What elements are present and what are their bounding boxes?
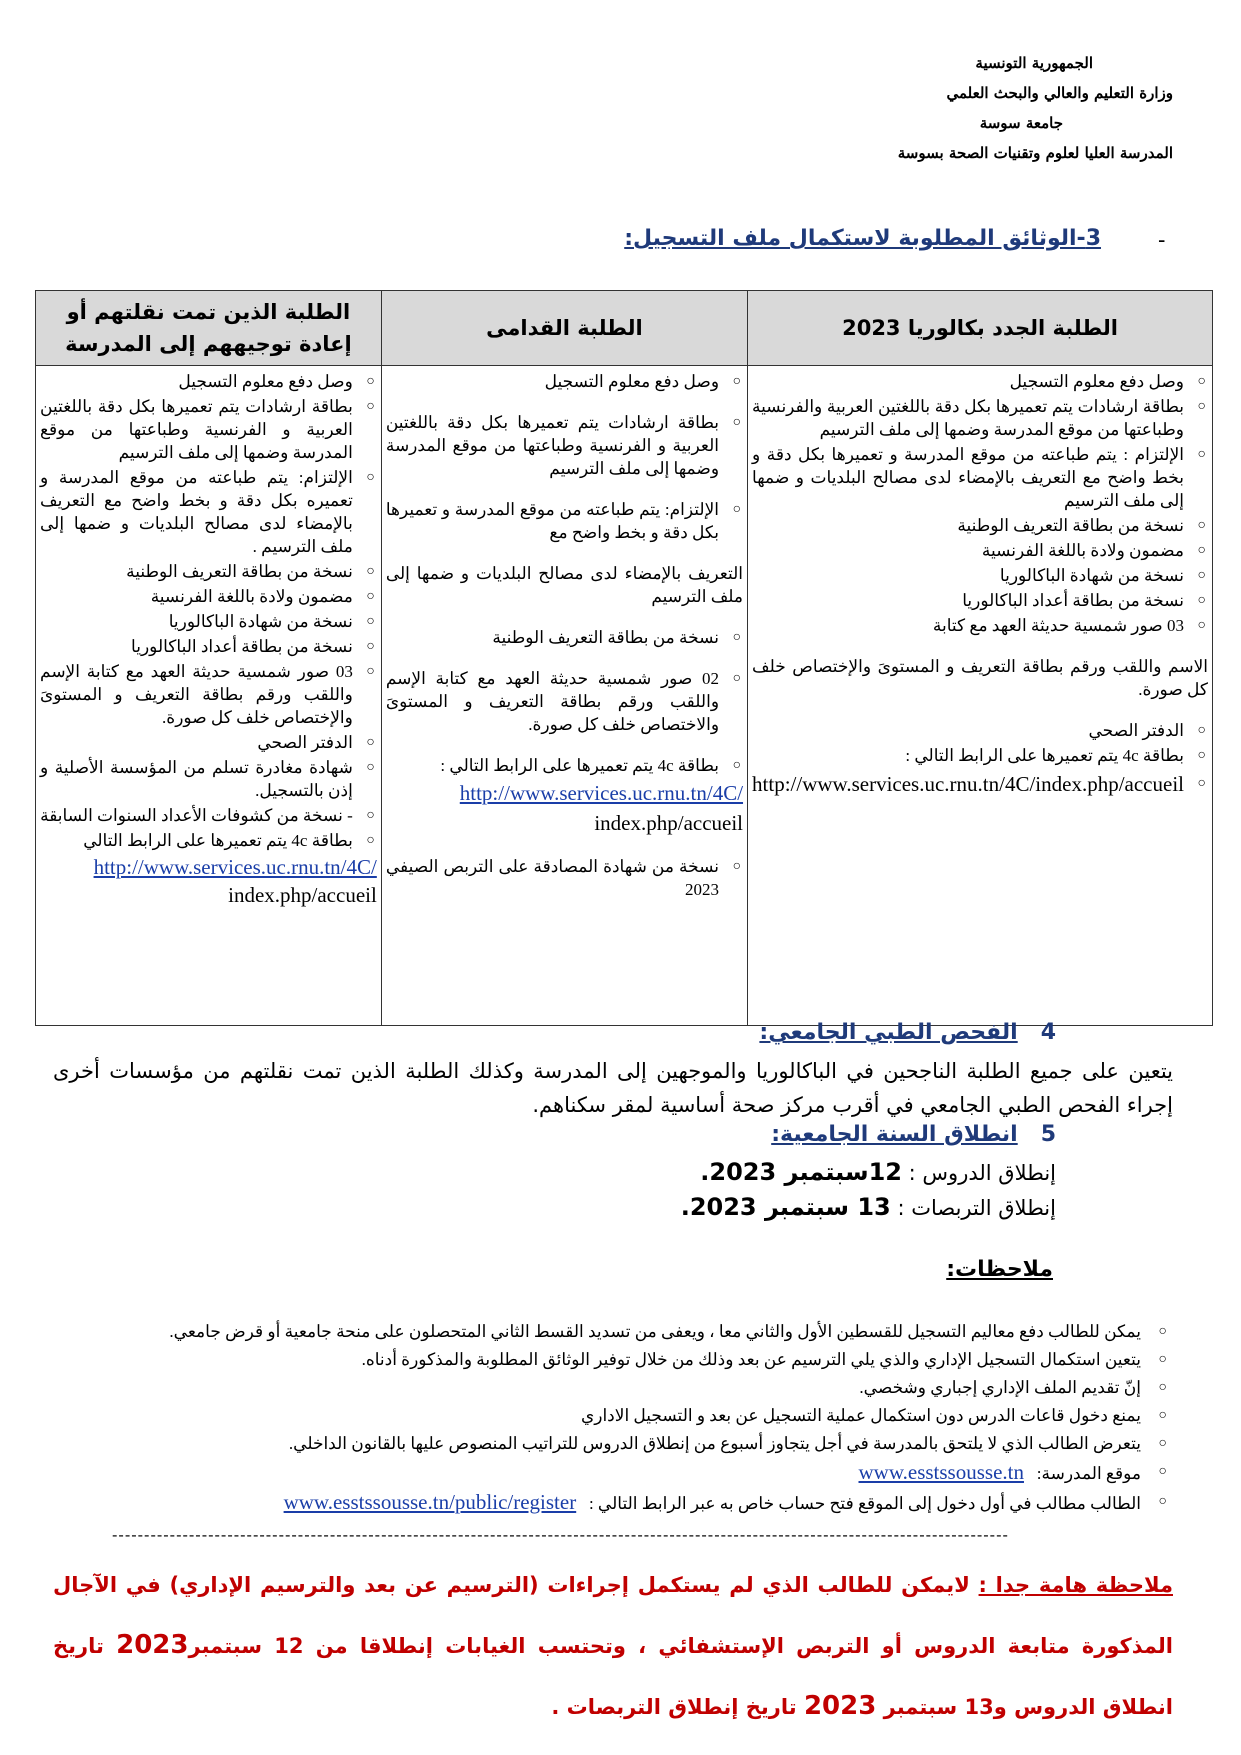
- list-item: ○ 03 صور شمسية حديثة العهد مع كتابة: [752, 614, 1208, 637]
- section-5-title: [771, 1122, 1056, 1147]
- list-item: ○ يمنع دخول قاعات الدرس دون استكمال عملية التسجيل عن بعد و التسجيل الاداري: [53, 1402, 1173, 1430]
- list-item: ○ وصل دفع معلوم التسجيل: [752, 370, 1208, 393]
- register-link[interactable]: www.esstssousse.tn/public/register: [283, 1490, 577, 1514]
- university-name: جامعة سوسة: [979, 114, 1063, 132]
- url-4c-tail: index.php/accueil: [228, 883, 377, 907]
- list-item: ○ نسخة من شهادة المصادقة على التربص الصيفي 2023: [386, 855, 743, 901]
- list-item: ○ وصل دفع معلوم التسجيل: [40, 370, 377, 393]
- header-new-students: الطلبة الجدد بكالوريا 2023: [748, 291, 1213, 366]
- register-label: الطالب مطالب في أول دخول إلى الموقع فتح حساب خاص به عبر الرابط التالي :: [588, 1494, 1141, 1513]
- url-4c-tail: index.php/accueil: [594, 811, 744, 835]
- important-text: تاريخ إنطلاق التربصات .: [551, 1695, 797, 1719]
- new-students-cell: [748, 366, 1213, 1026]
- important-label: ملاحظة هامة جدا :: [978, 1573, 1173, 1597]
- section-dash: -: [1158, 228, 1166, 253]
- republic-name: الجمهورية التونسية: [975, 54, 1093, 72]
- important-year: 2023: [116, 1630, 189, 1660]
- list-item: ○ مضمون ولادة باللغة الفرنسية: [752, 539, 1208, 562]
- list-item: [40, 882, 377, 908]
- list-item: ○ نسخة من بطاقة التعريف الوطنية: [386, 626, 743, 649]
- list-item: ○ بطاقة ارشادات يتم تعميرها بكل دقة باللغتين العربية والفرنسية وطباعتها من موقع المدرسة وضمها إلى ملف الترسيم: [752, 395, 1208, 441]
- list-item: [386, 779, 743, 807]
- list-item: [386, 809, 743, 837]
- courses-date: 12سبتمبر 2023.: [700, 1158, 902, 1186]
- internships-label: إنطلاق التربصات :: [897, 1196, 1056, 1220]
- school-site-link[interactable]: www.esstssousse.tn: [858, 1460, 1024, 1484]
- list-item: ○ - نسخة من كشوفات الأعداد السنوات السابقة: [40, 804, 377, 827]
- list-item: ○ يتعين استكمال التسجيل الإداري والذي يلي الترسيم عن بعد وذلك من خلال توفير الوثائق المطلوبة والمذكورة أدناه.: [53, 1346, 1173, 1374]
- letterhead: [653, 48, 1173, 168]
- important-text: تاريخ انطلاق الدروس و13 سبتمبر: [53, 1634, 1173, 1719]
- list-item: [53, 1458, 1173, 1488]
- list-item: ○ الإلتزام: يتم طباعته من موقع المدرسة و تعميره بكل دقة و بخط واضح مع التعريف بالإمضاء لدى مصالح البلديات و ضمها إلى ملف الترسيم .: [40, 466, 377, 558]
- list-item: ○ وصل دفع معلوم التسجيل: [386, 370, 743, 393]
- list-item: ○ 03 صور شمسية حديثة العهد مع كتابة الإسم واللقب ورقم بطاقة التعريف و المستوىَ والإختصاص خلف كل صورة.: [40, 660, 377, 729]
- url-4c-link[interactable]: http://www.services.uc.rnu.tn/4C/: [93, 855, 377, 879]
- list-item: ○ الإلتزام : يتم طباعته من موقع المدرسة و تعميرها بكل دقة و بخط واضح مع التعريف بالإمضاء لدى مصالح البلديات و ضمها إلى ملف الترسيم: [752, 443, 1208, 512]
- notes-list: [53, 1318, 1173, 1518]
- important-note: [53, 1555, 1173, 1737]
- important-text: لايمكن للطالب الذي لم يستكمل إجراءات (الترسيم عن بعد والترسيم الإداري) في الآجال المذكورة متابعة الدروس أو التربص الإستشفائي ، وتحتسب الغيابات إنطلاقا من 12 سبتمبر: [53, 1573, 1174, 1658]
- list-item: ○ 02 صور شمسية حديثة العهد مع كتابة الإسم واللقب ورقم بطاقة التعريف و المستوىَ والاختصاص خلف كل صورة.: [386, 667, 743, 736]
- list-item: ○ نسخة من بطاقة التعريف الوطنية: [40, 560, 377, 583]
- list-item: [40, 854, 377, 880]
- site-label: موقع المدرسة:: [1036, 1464, 1141, 1483]
- section-4-title: [759, 1020, 1056, 1045]
- list-item: ○ بطاقة 4c يتم تعميرها على الرابط التالي :: [386, 754, 743, 777]
- list-item: ○ يتعرض الطالب الذي لا يلتحق بالمدرسة في أجل يتجاوز أسبوع من إنطلاق الدروس للتراتيب المنصوص عليها بالقانون الداخلي.: [53, 1430, 1173, 1458]
- courses-start: [700, 1158, 1056, 1186]
- transfer-students-cell: [36, 366, 382, 1026]
- section-heading: الفحص الطبي الجامعي:: [759, 1020, 1018, 1045]
- internships-date: 13 سبتمبر 2023.: [680, 1193, 891, 1221]
- list-item: ○ نسخة من بطاقة أعداد الباكالوريا: [752, 589, 1208, 612]
- important-year: 2023: [803, 1691, 877, 1721]
- list-item: [53, 1488, 1173, 1518]
- list-item: ○ نسخة من شهادة الباكالوريا: [40, 610, 377, 633]
- school-name: المدرسة العليا لعلوم وتقنيات الصحة بسوسة: [897, 144, 1173, 162]
- internships-start: [681, 1193, 1056, 1221]
- medical-exam-text: يتعين على جميع الطلبة الناجحين في الباكالوريا والموجهين إلى المدرسة وكذلك الطلبة الذين تمت نقلتهم من مؤسسات أخرى إجراء الفحص الطبي الجامعي في أقرب مركز صحة أساسية لمقر سكناهم.: [53, 1059, 1173, 1117]
- section-number: 5: [1040, 1122, 1056, 1147]
- list-item: ○ مضمون ولادة باللغة الفرنسية: [40, 585, 377, 608]
- list-item: التعريف بالإمضاء لدى مصالح البلديات و ضمها إلى ملف الترسيم: [385, 564, 744, 606]
- section-heading: انطلاق السنة الجامعية:: [771, 1122, 1018, 1147]
- list-item: ○ الدفتر الصحي: [752, 719, 1208, 742]
- list-item: ○ يمكن للطالب دفع معاليم التسجيل للقسطين الأول والثاني معا ، ويعفى من تسديد القسط الثاني المتحصلون على منحة جامعية أو قرض جامعي.: [53, 1318, 1173, 1346]
- list-item: ○ بطاقة ارشادات يتم تعميرها بكل دقة باللغتين العربية و الفرنسية وطباعتها من موقع المدرسة وضمها إلى ملف الترسيم: [386, 411, 743, 480]
- separator-line: --------------------------------------------------------------------------------------------------------------------------------------------: [112, 1525, 1009, 1544]
- list-item: [752, 769, 1208, 799]
- list-item: ○ نسخة من بطاقة التعريف الوطنية: [752, 514, 1208, 537]
- list-item: ○ نسخة من بطاقة أعداد الباكالوريا: [40, 635, 377, 658]
- url-4c-link[interactable]: http://www.services.uc.rnu.tn/4C/: [459, 781, 744, 805]
- list-item: الاسم واللقب ورقم بطاقة التعريف و المستوىَ والإختصاص خلف كل صورة.: [752, 657, 1208, 699]
- section-3-title: 3-الوثائق المطلوبة لاستكمال ملف التسجيل:: [624, 226, 1101, 251]
- list-item: ○ الدفتر الصحي: [40, 731, 377, 754]
- list-item: ○ بطاقة 4c يتم تعميرها على الرابط التالي :: [752, 744, 1208, 767]
- old-students-cell: [381, 366, 747, 1026]
- list-item: ○ بطاقة 4c يتم تعميرها على الرابط التالي: [40, 829, 377, 852]
- list-item: ○ بطاقة ارشادات يتم تعميرها بكل دقة باللغتين العربية و الفرنسية وطباعتها من موقع المدرسة وضمها إلى ملف الترسيم: [40, 395, 377, 464]
- notes-title: ملاحظات:: [946, 1257, 1053, 1282]
- section-number: 4: [1040, 1020, 1056, 1045]
- list-item: ○ شهادة مغادرة تسلم من المؤسسة الأصلية و إذن بالتسجيل.: [40, 756, 377, 802]
- list-item: ○ نسخة من شهادة الباكالوريا: [752, 564, 1208, 587]
- documents-table: [35, 290, 1213, 1026]
- url-4c: http://www.services.uc.rnu.tn/4C/index.php/accueil: [752, 772, 1184, 796]
- ministry-name: وزارة التعليم والعالي والبحث العلمي: [946, 84, 1173, 102]
- list-item: ○ إنّ تقديم الملف الإداري إجباري وشخصي.: [53, 1374, 1173, 1402]
- header-old-students: الطلبة القدامى: [381, 291, 747, 366]
- courses-label: إنطلاق الدروس :: [908, 1161, 1056, 1185]
- list-item: ○ الإلتزام: يتم طباعته من موقع المدرسة و تعميرها بكل دقة و بخط واضح مع: [386, 498, 743, 544]
- header-transfer-students: الطلبة الذين تمت نقلتهم أو إعادة توجيههم إلى المدرسة: [36, 291, 382, 366]
